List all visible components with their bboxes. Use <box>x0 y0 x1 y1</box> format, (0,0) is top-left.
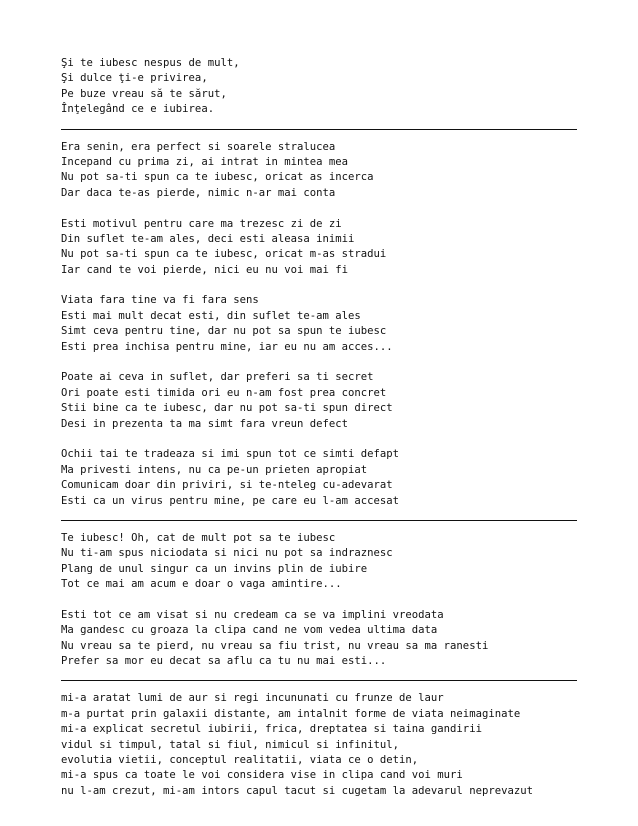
stanza <box>61 217 577 279</box>
section-divider <box>61 520 577 521</box>
poem-line: Prefer sa mor eu decat sa aflu ca tu nu mai esti... <box>61 655 387 668</box>
poem-line: Nu vreau sa te pierd, nu vreau sa fiu trist, nu vreau sa ma ranesti <box>61 639 489 652</box>
poem-line: Incepand cu prima zi, ai intrat in mintea mea <box>61 155 349 168</box>
poem-section <box>61 56 577 118</box>
poem-section <box>61 691 577 799</box>
poem-line: Poate ai ceva in suflet, dar preferi sa ti secret <box>61 371 374 384</box>
poem-line: mi-a aratat lumi de aur si regi incununati cu frunze de laur <box>61 692 444 705</box>
stanza <box>61 608 577 670</box>
stanza <box>61 140 577 202</box>
poem-line: Era senin, era perfect si soarele stralucea <box>61 140 336 153</box>
poem-line: Din suflet te-am ales, deci esti aleasa inimii <box>61 232 355 245</box>
poem-line: Desi in prezenta ta ma simt fara vreun defect <box>61 417 349 430</box>
poem-section <box>61 531 577 670</box>
poem-line: vidul si timpul, tatal si fiul, nimicul si infinitul, <box>61 738 400 751</box>
section-divider <box>61 129 577 130</box>
poem-line: Esti mai mult decat esti, din suflet te-am ales <box>61 309 361 322</box>
poem-line: Plang de unul singur ca un invins plin de iubire <box>61 562 368 575</box>
poem-line: evolutia vietii, conceptul realitatii, viata ce o detin, <box>61 754 419 767</box>
section-divider <box>61 680 577 681</box>
poem-line: Esti prea inchisa pentru mine, iar eu nu am acces... <box>61 340 393 353</box>
poem-line: Te iubesc! Oh, cat de mult pot sa te iubesc <box>61 531 336 544</box>
poem-line: Şi te iubesc nespus de mult, <box>61 57 240 69</box>
poem-line: Dar daca te-as pierde, nimic n-ar mai conta <box>61 186 336 199</box>
stanza <box>61 370 577 432</box>
poem-line: Esti tot ce am visat si nu credeam ca se va implini vreodata <box>61 608 444 621</box>
poem-line: Şi dulce ţi-e privirea, <box>61 72 208 85</box>
stanza <box>61 447 577 509</box>
poem-line: Ori poate esti timida ori eu n-am fost prea concret <box>61 386 387 399</box>
poem-line: Nu ti-am spus niciodata si nici nu pot sa indraznesc <box>61 547 393 560</box>
poem-line: Iar cand te voi pierde, nici eu nu voi mai fi <box>61 263 349 276</box>
poem-line: Esti motivul pentru care ma trezesc zi de zi <box>61 217 342 230</box>
stanza <box>61 56 577 118</box>
poem-line: Nu pot sa-ti spun ca te iubesc, oricat m-as stradui <box>61 248 387 261</box>
poem-line: Ma gandesc cu groaza la clipa cand ne vom vedea ultima data <box>61 624 438 637</box>
poem-line: mi-a explicat secretul iubirii, frica, dreptatea si taina gandirii <box>61 723 482 736</box>
stanza <box>61 293 577 355</box>
poem-line: Tot ce mai am acum e doar o vaga amintire... <box>61 578 342 591</box>
poem-line: m-a purtat prin galaxii distante, am intalnit forme de viata neimaginate <box>61 707 521 720</box>
poem-line: Ochii tai te tradeaza si imi spun tot ce simti defapt <box>61 448 400 461</box>
poem-line: Nu pot sa-ti spun ca te iubesc, oricat as incerca <box>61 171 374 184</box>
poem-line: mi-a spus ca toate le voi considera vise in clipa cand voi muri <box>61 769 463 782</box>
stanza <box>61 691 577 799</box>
poem-line: Simt ceva pentru tine, dar nu pot sa spun te iubesc <box>61 325 387 338</box>
poem-line: nu l-am crezut, mi-am intors capul tacut si cugetam la adevarul neprevazut <box>61 784 533 797</box>
poem-line: Pe buze vreau să te sărut, <box>61 87 227 100</box>
poem-line: Viata fara tine va fi fara sens <box>61 294 259 307</box>
poem-line: Esti ca un virus pentru mine, pe care eu l-am accesat <box>61 494 400 507</box>
poem-section <box>61 140 577 509</box>
document-page <box>61 56 577 799</box>
poem-line: Înţelegând ce e iubirea. <box>61 103 215 116</box>
poem-line: Ma privesti intens, nu ca pe-un prieten apropiat <box>61 463 368 476</box>
poem-line: Comunicam doar din priviri, si te-nteleg cu-adevarat <box>61 479 393 492</box>
poem-line: Stii bine ca te iubesc, dar nu pot sa-ti spun direct <box>61 402 393 415</box>
stanza <box>61 531 577 593</box>
